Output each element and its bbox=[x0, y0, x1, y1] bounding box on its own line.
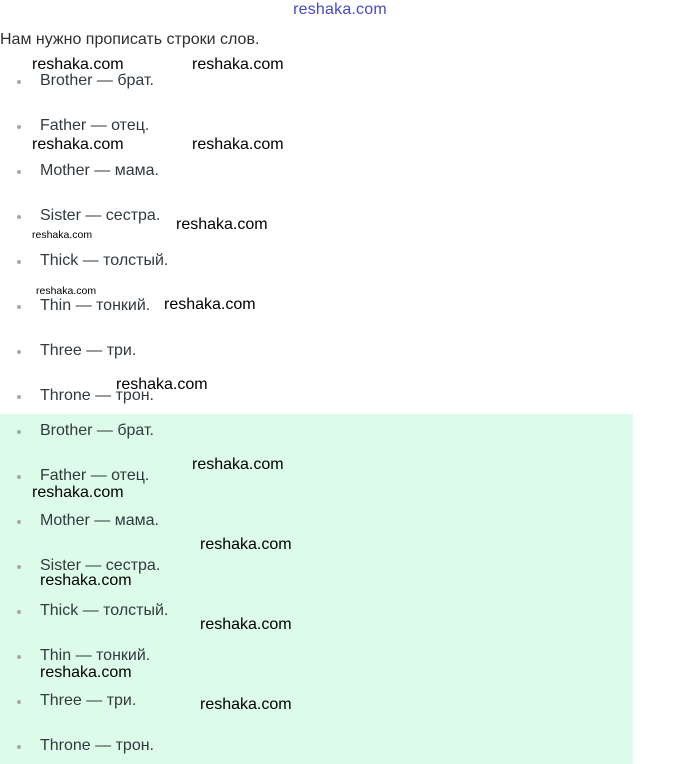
watermark: reshaka.com bbox=[36, 285, 97, 297]
word-pair: Three — три. bbox=[40, 692, 137, 709]
bullet-icon bbox=[17, 610, 21, 614]
word-pair: Thin — тонкий. bbox=[40, 647, 151, 664]
list-item bbox=[0, 158, 600, 186]
bullet-icon bbox=[17, 700, 21, 704]
site-header-logo: reshaka.com bbox=[293, 1, 387, 18]
list-item bbox=[0, 733, 600, 761]
word-pair: Three — три. bbox=[40, 342, 137, 359]
bullet-icon bbox=[17, 745, 21, 749]
intro-text: Нам нужно прописать строки слов. bbox=[0, 31, 260, 48]
bullet-icon bbox=[17, 350, 21, 354]
word-pair: Thick — толстый. bbox=[40, 602, 169, 619]
watermark: reshaka.com bbox=[116, 376, 208, 393]
bullet-icon bbox=[17, 520, 21, 524]
list-item bbox=[0, 338, 600, 366]
watermark: reshaka.com bbox=[192, 136, 284, 153]
word-pair: Throne — трон. bbox=[40, 387, 154, 404]
watermark: reshaka.com bbox=[176, 216, 268, 233]
watermark: reshaka.com bbox=[200, 616, 292, 633]
watermark: reshaka.com bbox=[32, 484, 124, 501]
watermark: reshaka.com bbox=[40, 664, 132, 681]
list-item bbox=[0, 293, 600, 321]
bullet-icon bbox=[17, 565, 21, 569]
watermark: reshaka.com bbox=[192, 56, 284, 73]
bullet-icon bbox=[17, 305, 21, 309]
list-item bbox=[0, 248, 600, 276]
bullet-icon bbox=[17, 260, 21, 264]
list-item bbox=[0, 688, 600, 716]
watermark: reshaka.com bbox=[192, 456, 284, 473]
bullet-icon bbox=[17, 170, 21, 174]
word-pair: Brother — брат. bbox=[40, 422, 154, 439]
list-item bbox=[0, 418, 600, 446]
bullet-icon bbox=[17, 80, 21, 84]
word-pair: Sister — сестра. bbox=[40, 207, 161, 224]
watermark: reshaka.com bbox=[32, 136, 124, 153]
bullet-icon bbox=[17, 395, 21, 399]
word-pair: Thin — тонкий. bbox=[40, 297, 151, 314]
watermark: reshaka.com bbox=[164, 296, 256, 313]
word-pair: Thick — толстый. bbox=[40, 252, 169, 269]
list-item bbox=[0, 598, 600, 626]
bullet-icon bbox=[17, 215, 21, 219]
bullet-icon bbox=[17, 475, 21, 479]
list-item bbox=[0, 203, 600, 231]
word-pair: Father — отец. bbox=[40, 117, 150, 134]
word-pair: Father — отец. bbox=[40, 467, 150, 484]
bullet-icon bbox=[17, 430, 21, 434]
word-pair: Mother — мама. bbox=[40, 512, 159, 529]
word-pair: Mother — мама. bbox=[40, 162, 159, 179]
list-item bbox=[0, 508, 600, 536]
watermark: reshaka.com bbox=[200, 536, 292, 553]
watermark: reshaka.com bbox=[32, 229, 93, 241]
watermark: reshaka.com bbox=[32, 56, 124, 73]
watermark: reshaka.com bbox=[40, 572, 132, 589]
bullet-icon bbox=[17, 125, 21, 129]
list-item bbox=[0, 383, 600, 411]
word-pair: Sister — сестра. bbox=[40, 557, 161, 574]
watermark: reshaka.com bbox=[200, 696, 292, 713]
word-pair: Throne — трон. bbox=[40, 737, 154, 754]
word-pair: Brother — брат. bbox=[40, 72, 154, 89]
bullet-icon bbox=[17, 655, 21, 659]
